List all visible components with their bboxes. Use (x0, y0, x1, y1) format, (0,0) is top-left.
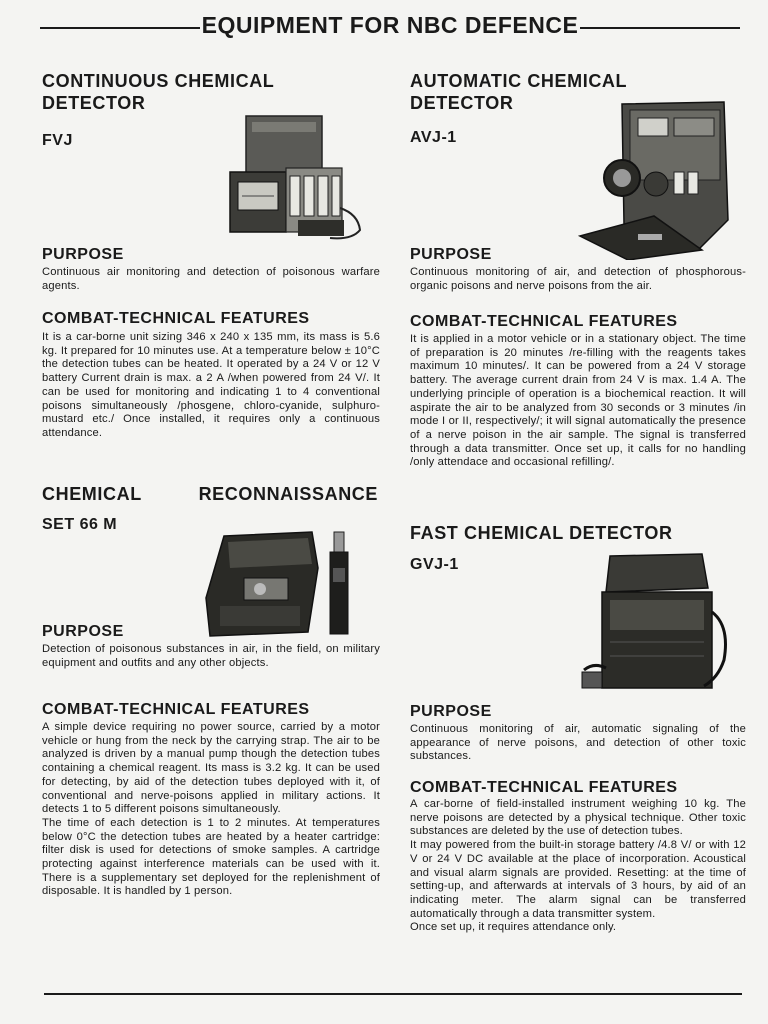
set66m-name-block (42, 483, 378, 505)
fvj-name-line2: DETECTOR (42, 93, 146, 113)
avj1-purpose-heading: PURPOSE (410, 246, 492, 263)
fvj-purpose-heading: PURPOSE (42, 246, 124, 263)
gvj1-purpose-heading: PURPOSE (410, 703, 492, 720)
bottom-rule (44, 993, 742, 995)
avj1-device-photo (578, 100, 730, 260)
gvj1-features-paragraph-3: Once set up, it requires attendance only. (410, 921, 617, 934)
fvj-code: FVJ (42, 132, 73, 149)
set66m-features-heading: COMBAT-TECHNICAL FEATURES (42, 701, 310, 718)
gvj1-features-text (410, 798, 746, 935)
set66m-purpose-heading: PURPOSE (42, 623, 124, 640)
avj1-name-line2: DETECTOR (410, 93, 514, 113)
fvj-name-line1: CONTINUOUS CHEMICAL (42, 71, 275, 91)
fvj-purpose-text: Continuous air monitoring and detection of poisonous warfare agents. (42, 266, 380, 292)
gvj1-purpose-text: Continuous monitoring of air, automatic signaling of the appearance of nerve poisons, and detection of other toxic substances. (410, 723, 746, 763)
set66m-name-word2: RECONNAISSANCE (198, 484, 378, 504)
avj1-features-heading: COMBAT-TECHNICAL FEATURES (410, 313, 678, 330)
set66m-features-paragraph-2: The time of each detection is 1 to 2 minutes. At temperatures below 0°C the detection tubes are heated by a heater cartridge: filter disk is used for detections of smoke samples. A cartridge protecting against interference materials can be used with it. There is a supplementary set deployed for the replenishment of disposable. It is handled by 1 person. (42, 816, 380, 898)
fvj-device-photo (228, 112, 364, 246)
fvj-features-heading: COMBAT-TECHNICAL FEATURES (42, 310, 310, 327)
avj1-code: AVJ-1 (410, 129, 457, 146)
title-rule-left (40, 27, 200, 29)
avj1-purpose-text: Continuous monitoring of air, and detection of phosphorous-organic poisons and nerve poisons from the air. (410, 266, 746, 292)
fvj-name-block (42, 70, 380, 114)
page-title: EQUIPMENT FOR NBC DEFENCE (201, 11, 579, 38)
avj1-name-line1: AUTOMATIC CHEMICAL (410, 71, 628, 91)
gvj1-code: GVJ-1 (410, 556, 459, 573)
set66m-features-text (42, 721, 380, 899)
set66m-code: SET 66 M (42, 516, 118, 533)
page-title-bar (40, 10, 740, 40)
gvj1-features-paragraph-1: A car-borne of field-installed instrument weighing 10 kg. The nerve poisons are detected by a physical technique. Other toxic substances are deleted by the use of detection tubes. (410, 798, 746, 838)
set66m-features-paragraph-1: A simple device requiring no power source, carried by a motor vehicle or hung from the neck by the carrying strap. The air to be analyzed is driven by a manual pump though the detection tubes containing a chemical reagent. Its mass is 3.2 kg. It can be used for detecting, by aid of the detection tubes deployed with it, of conventional and nerve-poisons applied in military actions. It detects 1 to 5 different poisons simultaneously. (42, 721, 380, 816)
avj1-features-text: It is applied in a motor vehicle or in a stationary object. The time of preparation is 20 minutes /re-filling with the reagents takes maximum 10 minutes/. It can be powered from a 24 V storage battery. The average current drain from 24 V is max. 1.4 A. The underlying principle of operation is a biochemical reaction. It will aspirate the air to be analyzed from 30 seconds or 3 minutes /in mode I or II, respectively/; it will signal automatically the presence of a nerve poison in the air sample. The signal is transferred through a data transmitter. Once set up, it calls for no handling /only attendace and occasional refilling/. (410, 333, 746, 469)
gvj1-features-paragraph-2: It may powered from the built-in storage battery /4.8 V/ or with 12 V or 24 V DC available at the place of incorporation. Acoustical and visual alarm signals are provided. Resetting: at the time of setting-up, and afterwards at intervals of 3 hours, by aid of an indicating meter. The alarm signal can be transferred automatically through a data transmitter system. (410, 839, 746, 920)
set66m-purpose-text: Detection of poisonous substances in air, in the field, on military equipment and outfits and any other objects. (42, 643, 380, 669)
title-rule-right (580, 27, 740, 29)
fvj-features-text: It is a car-borne unit sizing 346 x 240 x 135 mm, its mass is 5.6 kg. It prepared for 10 minutes use. At a temperature below ± 10°C the detection tubes can be heated. It operated by a 24 V or 12 V battery Current drain is max. a 2 A /when powered from 24 V/. It can be used for monitoring and indicating 1 to 4 conventional poisons simultaneously /phosgene, chloro-cyanide, sulphuro-mustard etc./ Once installed, it requires only a continuous attendance. (42, 331, 380, 439)
gvj1-device-photo (580, 552, 728, 698)
gvj1-features-heading: COMBAT-TECHNICAL FEATURES (410, 779, 678, 796)
set66m-name-word1: CHEMICAL (42, 484, 142, 504)
gvj1-name: FAST CHEMICAL DETECTOR (410, 523, 673, 543)
